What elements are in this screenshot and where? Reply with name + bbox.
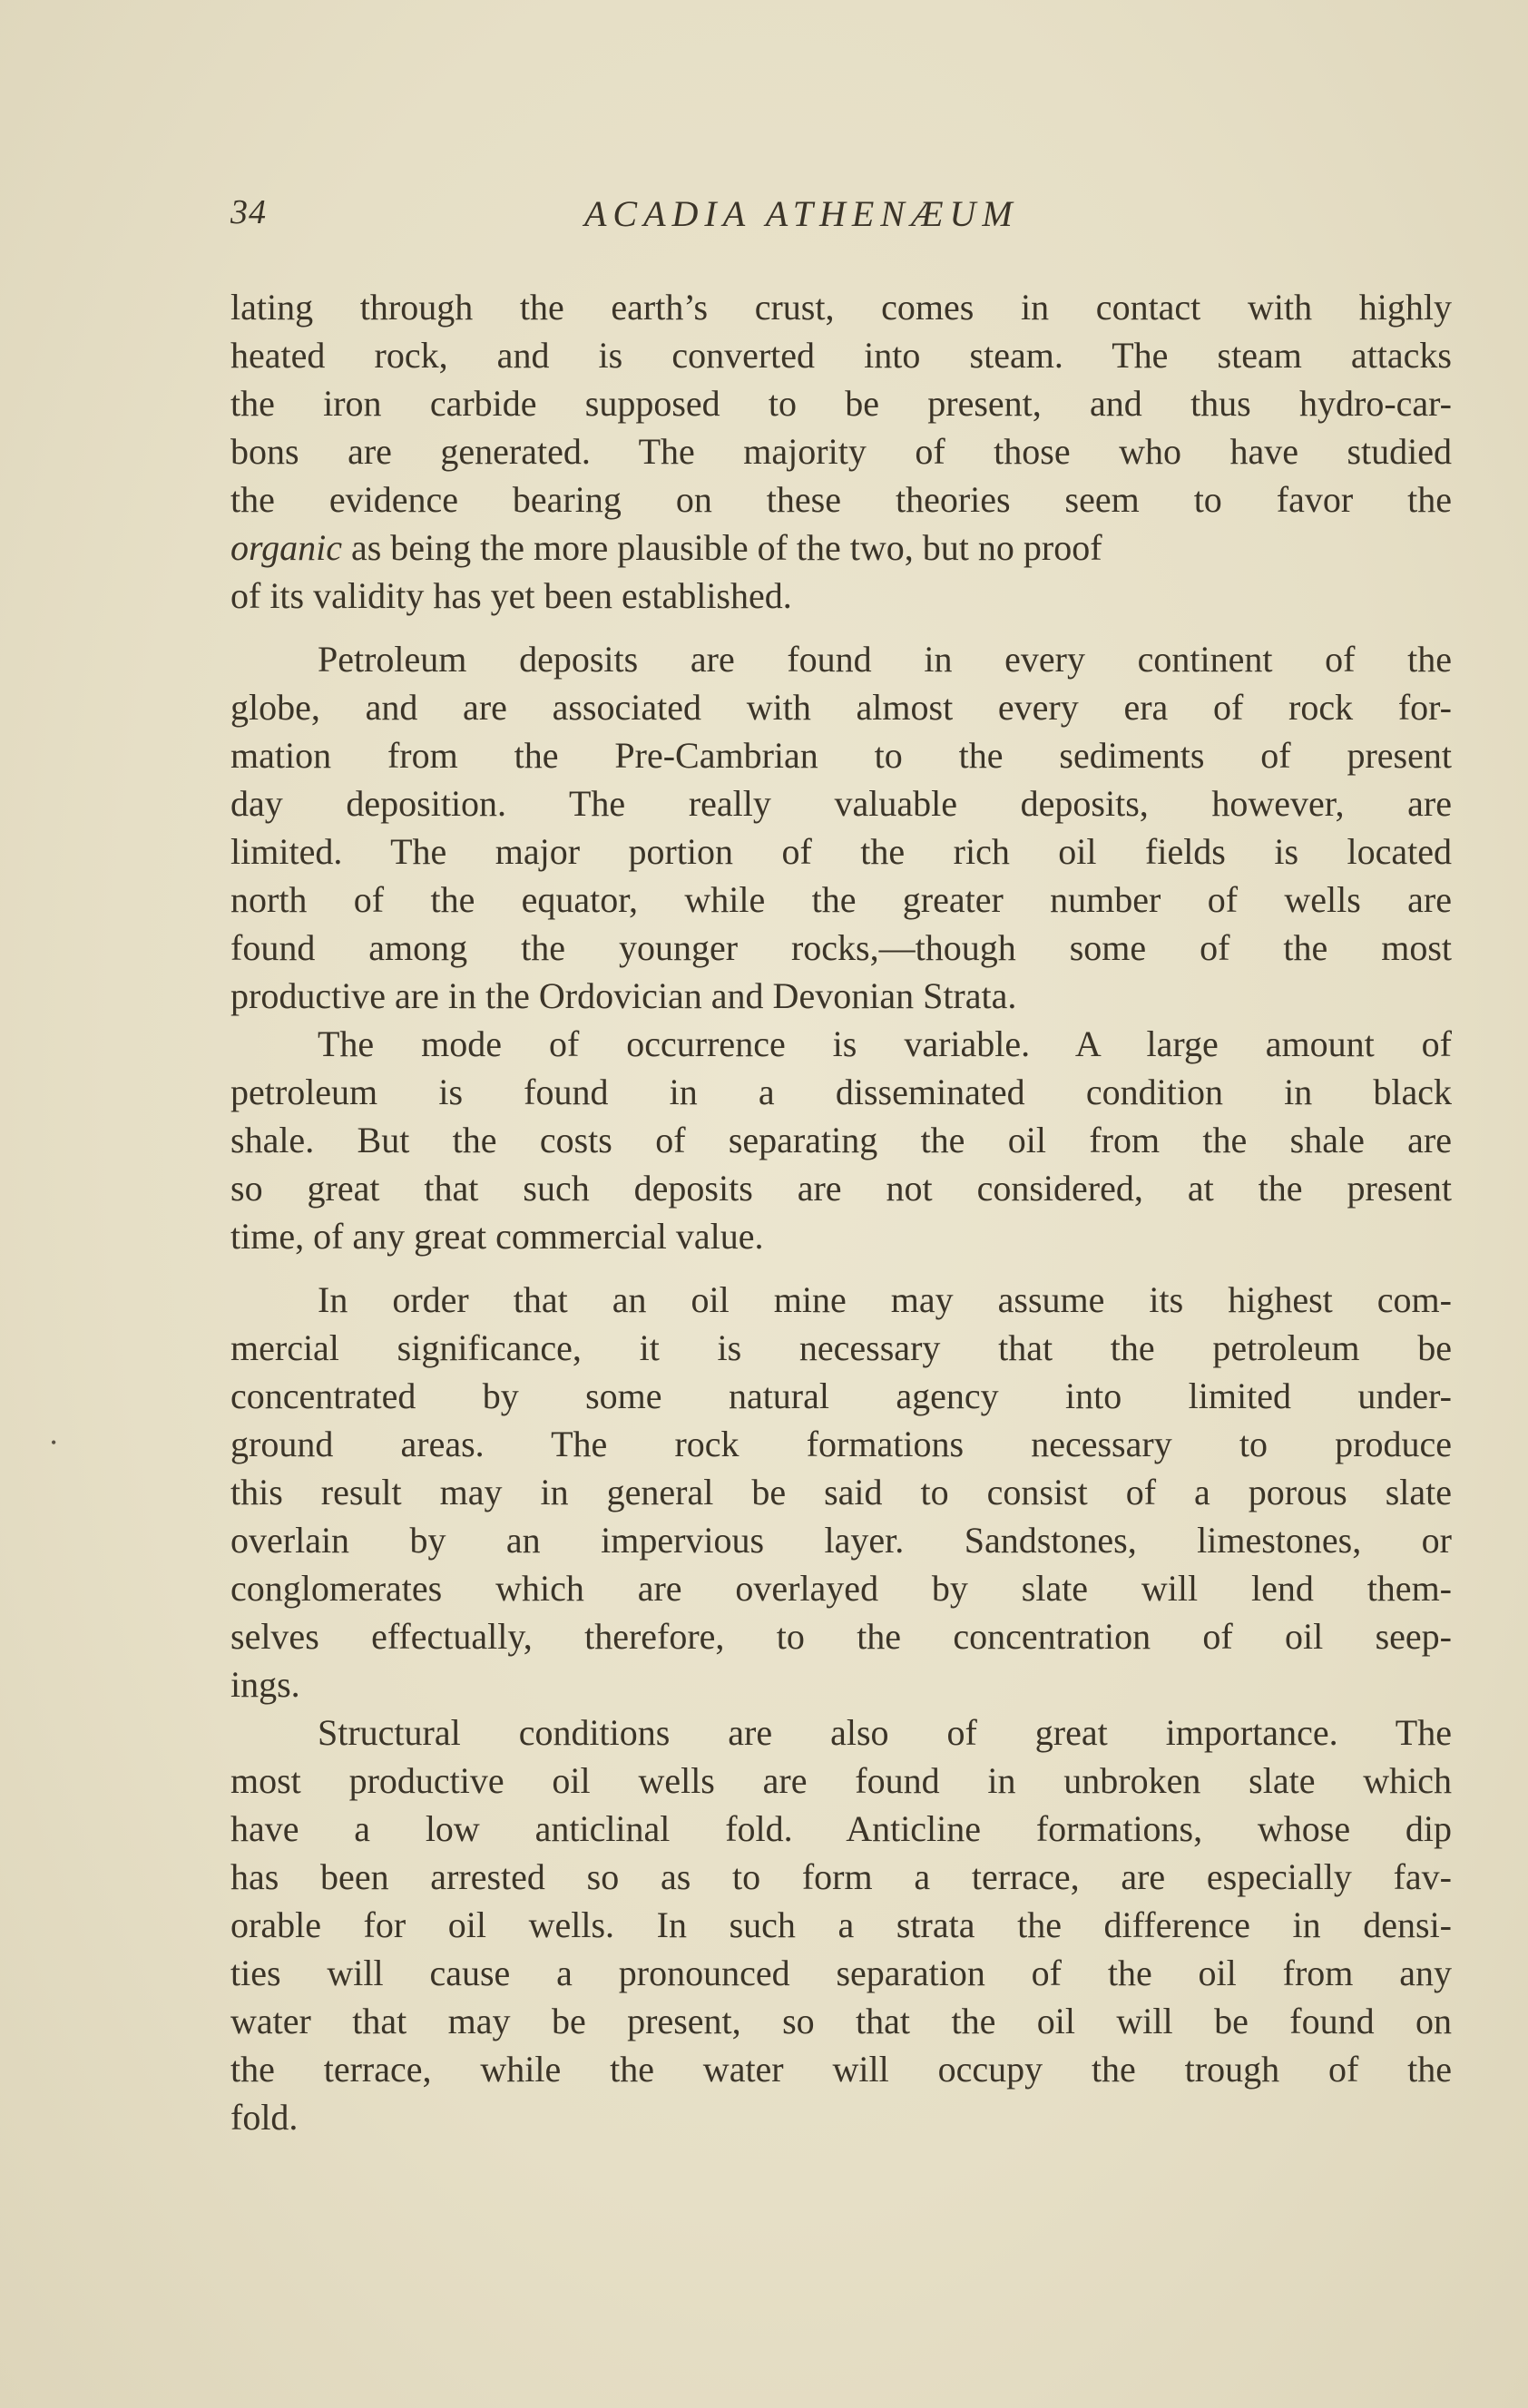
text-line: of its validity has yet been established. bbox=[230, 575, 792, 616]
text-line-rest: as being the more plausible of the two, but no proof bbox=[350, 527, 1102, 568]
text-line: the iron carbide supposed to be present, and thus hydro-car- bbox=[230, 383, 1452, 424]
text-line bbox=[230, 524, 1452, 572]
text-line: limited. The major portion of the rich oil fields is located bbox=[230, 831, 1452, 872]
paragraph-1 bbox=[230, 283, 1452, 620]
text-line: have a low anticlinal fold. Anticline formations, whose dip bbox=[230, 1808, 1452, 1849]
text-line: the terrace, while the water will occupy the trough of the bbox=[230, 2049, 1452, 2090]
text-line: water that may be present, so that the oil will be found on bbox=[230, 2001, 1452, 2041]
paragraph-5 bbox=[230, 1708, 1452, 2141]
text-line: day deposition. The really valuable deposits, however, are bbox=[230, 783, 1452, 824]
text-line: bons are generated. The majority of those who have studied bbox=[230, 431, 1452, 472]
text-line: ings. bbox=[230, 1664, 300, 1705]
body-text bbox=[230, 283, 1452, 2141]
text-line: north of the equator, while the greater number of wells are bbox=[230, 879, 1452, 920]
text-line: mation from the Pre-Cambrian to the sediments of present bbox=[230, 735, 1452, 776]
running-title: ACADIA ATHENÆUM bbox=[584, 193, 1019, 234]
text-line: ground areas. The rock formations necessary to produce bbox=[230, 1424, 1452, 1464]
text-line: has been arrested so as to form a terrace, are especially fav- bbox=[230, 1856, 1452, 1897]
text-line: Petroleum deposits are found in every continent of the bbox=[318, 639, 1452, 680]
text-line: selves effectually, therefore, to the concentration of oil seep- bbox=[230, 1616, 1452, 1657]
text-line: shale. But the costs of separating the oil from the shale are bbox=[230, 1120, 1452, 1160]
paragraph-2 bbox=[230, 635, 1452, 1020]
text-line: productive are in the Ordovician and Devonian Strata. bbox=[230, 975, 1017, 1016]
text-line: so great that such deposits are not considered, at the present bbox=[230, 1168, 1452, 1209]
text-line: conglomerates which are overlayed by slate will lend them- bbox=[230, 1568, 1452, 1609]
paragraph-3 bbox=[230, 1020, 1452, 1260]
text-line: fold. bbox=[230, 2097, 299, 2138]
text-line: the evidence bearing on these theories seem to favor the bbox=[230, 479, 1452, 520]
text-line: this result may in general be said to consist of a porous slate bbox=[230, 1472, 1452, 1512]
page-header bbox=[230, 192, 1452, 247]
text-line: ties will cause a pronounced separation of the oil from any bbox=[230, 1953, 1452, 1993]
text-line: found among the younger rocks,—though some of the most bbox=[230, 927, 1452, 968]
paragraph-4 bbox=[230, 1276, 1452, 1708]
italic-word: organic bbox=[230, 527, 342, 568]
text-line: most productive oil wells are found in unbroken slate which bbox=[230, 1760, 1452, 1801]
text-line: petroleum is found in a disseminated condition in black bbox=[230, 1072, 1452, 1112]
text-line: lating through the earth’s crust, comes in contact with highly bbox=[230, 287, 1452, 328]
text-line: concentrated by some natural agency into limited under- bbox=[230, 1375, 1452, 1416]
text-line: orable for oil wells. In such a strata the difference in densi- bbox=[230, 1904, 1452, 1945]
text-line: mercial significance, it is necessary that the petroleum be bbox=[230, 1327, 1452, 1368]
text-line: Structural conditions are also of great importance. The bbox=[318, 1712, 1452, 1753]
text-line: The mode of occurrence is variable. A large amount of bbox=[318, 1023, 1452, 1064]
text-line: time, of any great commercial value. bbox=[230, 1216, 764, 1257]
text-line: heated rock, and is converted into steam. The steam attacks bbox=[230, 335, 1452, 376]
text-line: globe, and are associated with almost every era of rock for- bbox=[230, 687, 1452, 728]
page-number: 34 bbox=[230, 193, 267, 231]
margin-mark: • bbox=[51, 1434, 57, 1452]
text-line: In order that an oil mine may assume its highest com- bbox=[318, 1279, 1452, 1320]
text-line: overlain by an impervious layer. Sandstones, limestones, or bbox=[230, 1520, 1452, 1561]
